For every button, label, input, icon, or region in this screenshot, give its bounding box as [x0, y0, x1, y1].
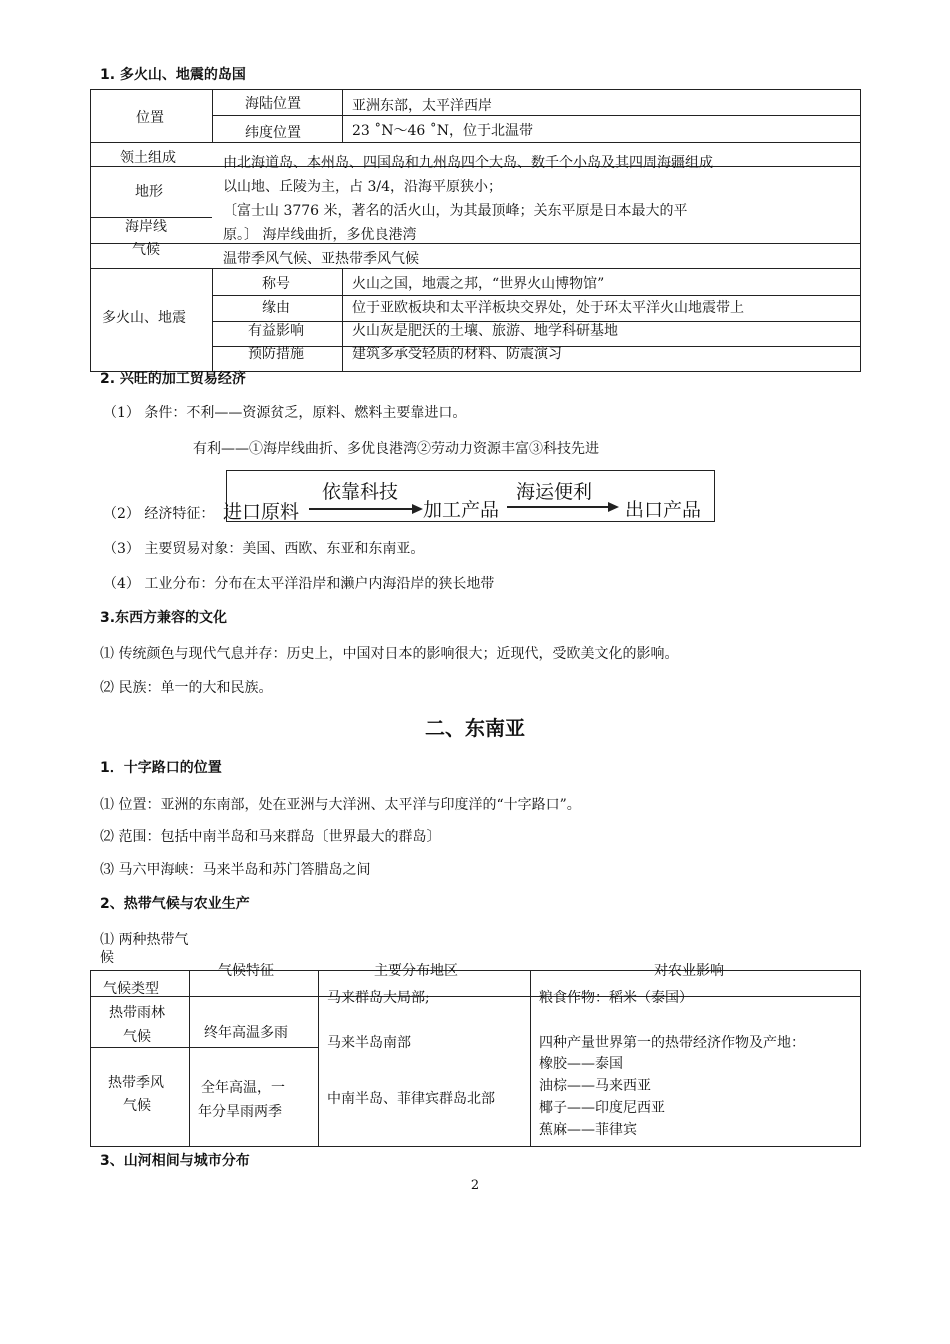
effect-oil-palm: 油棕——马来西亚: [539, 1078, 651, 1094]
climate-label: 气候: [132, 242, 160, 258]
economy-trade-partners: （3） 主要贸易对象：美国、西欧、东亚和东南亚。: [103, 541, 425, 557]
monsoon-feature-line2: 年分旱雨两季: [198, 1104, 282, 1120]
sea-location: ⑴ 位置：亚洲的东南部，处在亚洲与大洋洲、太平洋与印度洋的“十字路口”。: [100, 797, 581, 813]
flow-step-import: 进口原料: [223, 501, 300, 523]
rainforest-region-line1: 马来群岛大局部;: [327, 990, 430, 1006]
terrain-line-1: 以山地、丘陵为主，占 3/4，沿海平原狭小；: [223, 179, 502, 195]
effect-coconut: 椰子——印度尼西亚: [539, 1100, 665, 1116]
flow-arrow-1-head: [412, 504, 423, 514]
reason-label: 缘由: [262, 300, 290, 316]
section-heading-crossroads: 1．十字路口的位置: [100, 760, 222, 776]
rainforest-type-line1: 热带雨林: [109, 1005, 165, 1021]
col-climate-type: 气候类型: [103, 981, 159, 997]
reason-value: 位于亚欧板块和太平洋板块交界处，处于环太平洋火山地震带上: [352, 300, 744, 316]
effect-food-crop: 粮食作物：稻米（泰国）: [539, 990, 693, 1006]
economy-industry-distribution: （4） 工业分布：分布在太平洋沿岸和濑户内海沿岸的狭长地带: [103, 576, 495, 592]
section-heading-culture: 3.东西方兼容的文化: [100, 610, 228, 626]
rainforest-region-line2: 马来半岛南部: [327, 1035, 411, 1051]
sea-range: ⑵ 范围：包括中南半岛和马来群岛〔世界最大的群岛〕: [100, 829, 441, 845]
effect-rubber: 橡胶——泰国: [539, 1056, 623, 1072]
section-heading-climate-agriculture: 2、热带气候与农业生产: [100, 896, 250, 912]
flow-arrow-label-shipping: 海运便利: [516, 481, 593, 503]
culture-ethnicity: ⑵ 民族：单一的大和民族。: [100, 680, 273, 696]
benefit-value: 火山灰是肥沃的土壤、旅游、地学科研基地: [352, 323, 618, 339]
section-heading-mountains-rivers: 3、山河相间与城市分布: [100, 1153, 250, 1169]
economy-feature-label: （2） 经济特征：: [103, 506, 215, 522]
sea-land-value: 亚洲东部，太平洋西岸: [352, 98, 492, 114]
page-number: 2: [470, 1178, 480, 1193]
benefit-label: 有益影响: [248, 323, 304, 339]
economy-condition: （1） 条件：不利——资源贫乏，原料、燃料主要靠进口。: [103, 405, 467, 421]
monsoon-type-line1: 热带季风: [108, 1075, 164, 1091]
rainforest-type-line2: 气候: [123, 1029, 151, 1045]
col-climate-feature: 气候特征: [218, 963, 274, 979]
climate-subheading-line2: 候: [100, 950, 114, 966]
rainforest-feature: 终年高温多雨: [204, 1025, 288, 1041]
latitude-label: 纬度位置: [245, 125, 301, 141]
monsoon-feature-line1: 全年高温，一: [201, 1080, 285, 1096]
effect-intro: 四种产量世界第一的热带经济作物及产地：: [539, 1035, 805, 1051]
culture-tradition: ⑴ 传统颜色与现代气息并存：历史上，中国对日本的影响很大；近现代，受欧美文化的影响。: [100, 646, 679, 662]
position-label: 位置: [136, 110, 164, 126]
climate-value: 温带季风气候、亚热带季风气候: [223, 251, 419, 267]
flow-arrow-label-tech: 依靠科技: [322, 481, 399, 503]
territory-value: 由北海道岛、本州岛、四国岛和九州岛四个大岛、数千个小岛及其四周海疆组成: [223, 155, 713, 171]
sea-malacca: ⑶ 马六甲海峡：马来半岛和苏门答腊岛之间: [100, 862, 371, 878]
chapter-title-southeast-asia: 二、东南亚: [425, 716, 525, 740]
prevent-label: 预防措施: [248, 346, 304, 362]
economy-advantage: 有利——①海岸线曲折、多优良港湾②劳动力资源丰富③科技先进: [193, 441, 599, 457]
effect-abaca: 蕉麻——菲律宾: [539, 1122, 637, 1138]
processing-trade-flow: [223, 470, 715, 523]
col-main-region: 主要分布地区: [374, 963, 458, 979]
flow-step-process: 加工产品: [423, 499, 500, 521]
volcano-label: 多火山、地震: [102, 310, 186, 326]
coast-label: 海岸线: [125, 219, 167, 235]
flow-arrow-2-head: [608, 502, 619, 512]
climate-subheading-line1: ⑴ 两种热带气: [100, 932, 189, 948]
latitude-value: 23 ˚N～46 ˚N，位于北温带: [352, 123, 534, 139]
terrain-label: 地形: [135, 184, 163, 200]
section-heading-economy: 2. 兴旺的加工贸易经济: [100, 371, 246, 387]
col-agri-effect: 对农业影响: [654, 963, 724, 979]
terrain-line-3: 原。〕 海岸线曲折，多优良港湾: [223, 227, 417, 243]
monsoon-type-line2: 气候: [123, 1098, 151, 1114]
flow-arrows: [227, 471, 716, 523]
terrain-line-2: 〔富士山 3776 米，著名的活火山，为其最顶峰；关东平原是日本最大的平: [223, 203, 688, 219]
prevent-value: 建筑多承受轻质的材料、防震演习: [352, 346, 562, 362]
title-value: 火山之国，地震之邦，“世界火山博物馆”: [352, 276, 605, 292]
section-heading-japan: 1. 多火山、地震的岛国: [100, 67, 246, 83]
territory-label: 领土组成: [120, 150, 176, 166]
monsoon-region: 中南半岛、菲律宾群岛北部: [327, 1091, 495, 1107]
sea-land-label: 海陆位置: [245, 96, 301, 112]
flow-step-export: 出口产品: [625, 499, 702, 521]
title-label: 称号: [262, 276, 290, 292]
